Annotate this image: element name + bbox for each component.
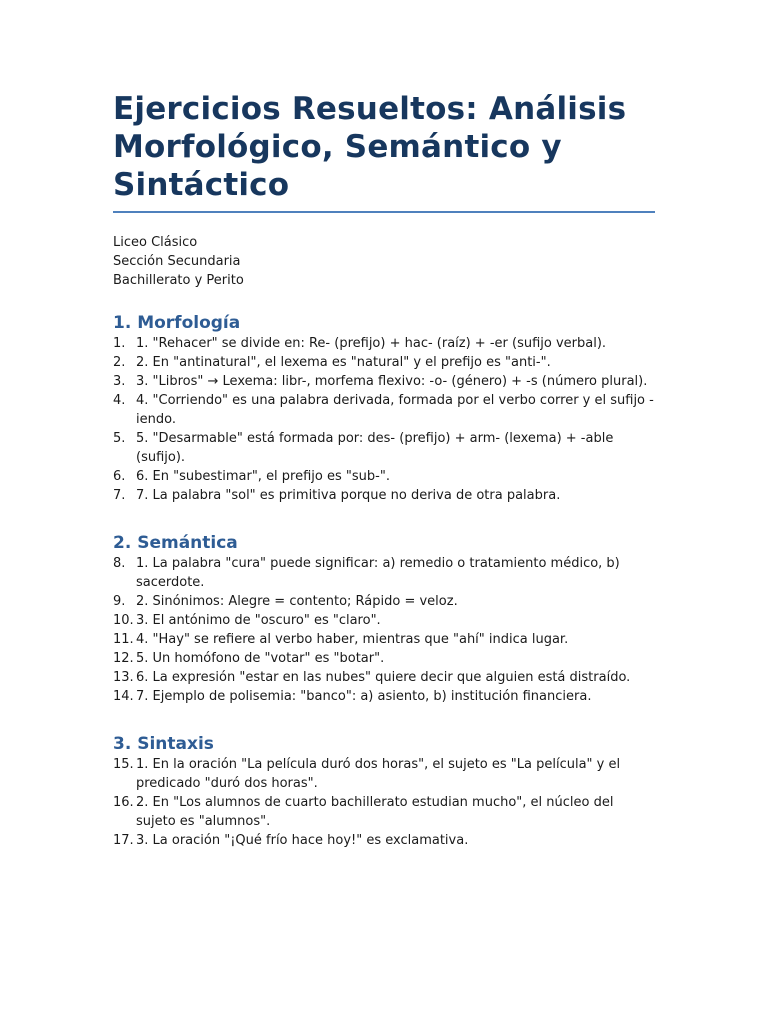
item-number: 13. [113, 670, 134, 685]
item-text: 2. En "Los alumnos de cuarto bachillerato estudian mucho", el núcleo del sujeto es "alumnos". [136, 795, 614, 829]
sintaxis-list [113, 755, 655, 850]
item-number: 8. [113, 556, 126, 571]
item-number: 2. [113, 355, 126, 370]
item-number: 10. [113, 613, 134, 628]
section-heading-semantica: 2. Semántica [113, 533, 238, 553]
item-text: 2. En "antinatural", el lexema es "natural" y el prefijo es "anti-". [136, 355, 551, 370]
list-item [113, 486, 655, 505]
meta-school: Liceo Clásico [113, 235, 198, 250]
document-meta [113, 233, 655, 290]
list-item [113, 687, 655, 706]
morfologia-list [113, 334, 655, 505]
item-number: 4. [113, 393, 126, 408]
list-item [113, 793, 655, 831]
list-item [113, 372, 655, 391]
meta-program: Bachillerato y Perito [113, 273, 244, 288]
item-text: 7. Ejemplo de polisemia: "banco": a) asiento, b) institución financiera. [136, 689, 592, 704]
item-number: 1. [113, 336, 126, 351]
item-number: 15. [113, 757, 134, 772]
item-text: 1. En la oración "La película duró dos horas", el sujeto es "La película" y el predicado "duró dos horas". [136, 757, 621, 791]
item-text: 2. Sinónimos: Alegre = contento; Rápido = veloz. [136, 594, 458, 609]
item-text: 3. La oración "¡Qué frío hace hoy!" es exclamativa. [136, 833, 469, 848]
item-text: 5. Un homófono de "votar" es "botar". [136, 651, 385, 666]
item-text: 3. El antónimo de "oscuro" es "claro". [136, 613, 381, 628]
item-text: 3. "Libros" → Lexema: libr-, morfema flexivo: -o- (género) + -s (número plural). [136, 374, 648, 389]
item-text: 4. "Corriendo" es una palabra derivada, formada por el verbo correr y el sufijo -iendo. [136, 393, 654, 427]
list-item [113, 630, 655, 649]
list-item [113, 611, 655, 630]
list-item [113, 755, 655, 793]
item-text: 4. "Hay" se refiere al verbo haber, mientras que "ahí" indica lugar. [136, 632, 569, 647]
list-item [113, 353, 655, 372]
item-number: 6. [113, 469, 126, 484]
item-number: 12. [113, 651, 134, 666]
item-number: 11. [113, 632, 134, 647]
document-title: Ejercicios Resueltos: Análisis Morfológico, Semántico y Sintáctico [113, 91, 627, 203]
item-text: 1. La palabra "cura" puede significar: a) remedio o tratamiento médico, b) sacerdote. [136, 556, 620, 590]
list-item [113, 649, 655, 668]
list-item [113, 334, 655, 353]
item-text: 7. La palabra "sol" es primitiva porque no deriva de otra palabra. [136, 488, 561, 503]
item-text: 6. La expresión "estar en las nubes" quiere decir que alguien está distraído. [136, 670, 631, 685]
item-number: 5. [113, 431, 126, 446]
list-item [113, 391, 655, 429]
item-number: 17. [113, 833, 134, 848]
item-text: 6. En "subestimar", el prefijo es "sub-". [136, 469, 390, 484]
section-heading-sintaxis: 3. Sintaxis [113, 734, 214, 754]
document-page [113, 90, 655, 850]
list-item [113, 668, 655, 687]
item-number: 3. [113, 374, 126, 389]
list-item [113, 831, 655, 850]
item-number: 14. [113, 689, 134, 704]
list-item [113, 467, 655, 486]
list-item [113, 429, 655, 467]
title-divider [113, 211, 655, 213]
item-number: 16. [113, 795, 134, 810]
section-heading-morfologia: 1. Morfología [113, 313, 241, 333]
item-text: 5. "Desarmable" está formada por: des- (prefijo) + arm- (lexema) + -able (sufijo). [136, 431, 614, 465]
list-item [113, 554, 655, 592]
item-number: 7. [113, 488, 126, 503]
list-item [113, 592, 655, 611]
meta-section: Sección Secundaria [113, 254, 241, 269]
semantica-list [113, 554, 655, 706]
item-text: 1. "Rehacer" se divide en: Re- (prefijo) + hac- (raíz) + -er (sufijo verbal). [136, 336, 607, 351]
item-number: 9. [113, 594, 126, 609]
